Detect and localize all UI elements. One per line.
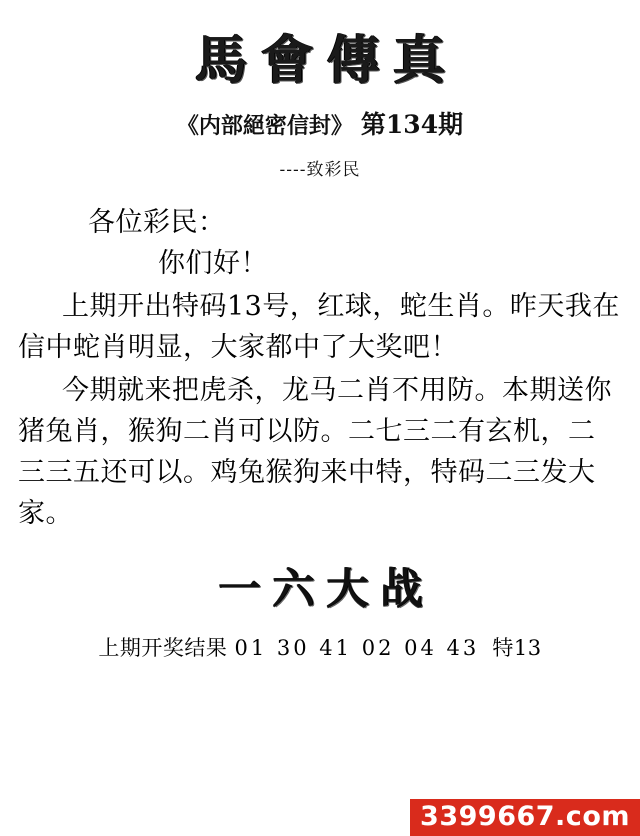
secret-envelope-label: 《内部絕密信封》: [176, 113, 353, 139]
letter-body: [18, 202, 622, 534]
slogan: 一六大战: [217, 563, 434, 613]
results-label: 上期开奖结果: [98, 635, 228, 660]
page-title: 馬會傳真: [194, 30, 459, 91]
greeting: 你们好！: [158, 247, 268, 279]
special-number: 13: [513, 635, 542, 660]
special-label: 特: [492, 635, 514, 660]
paragraph-one: 上期开出特码13号，红球，蛇生肖。昨天我在信中蛇肖明显，大家都中了大奖吧！: [18, 290, 620, 363]
dedication-line: ----致彩民: [279, 159, 361, 180]
issue-number: 第134期: [360, 109, 464, 139]
results-numbers: 01 30 41 02 04 43: [234, 635, 480, 660]
salutation: 各位彩民：: [88, 206, 226, 238]
subtitle-line: [0, 105, 640, 141]
masthead: [0, 0, 640, 180]
site-watermark: 3399667.com: [410, 799, 640, 836]
paragraph-two: 今期就来把虎杀，龙马二肖不用防。本期送你猪兔肖，猴狗二肖可以防。二七三二有玄机，二三三五还可以。鸡兔猴狗来中特，特码二三发大家。: [18, 374, 612, 529]
previous-draw-results: [0, 632, 640, 662]
